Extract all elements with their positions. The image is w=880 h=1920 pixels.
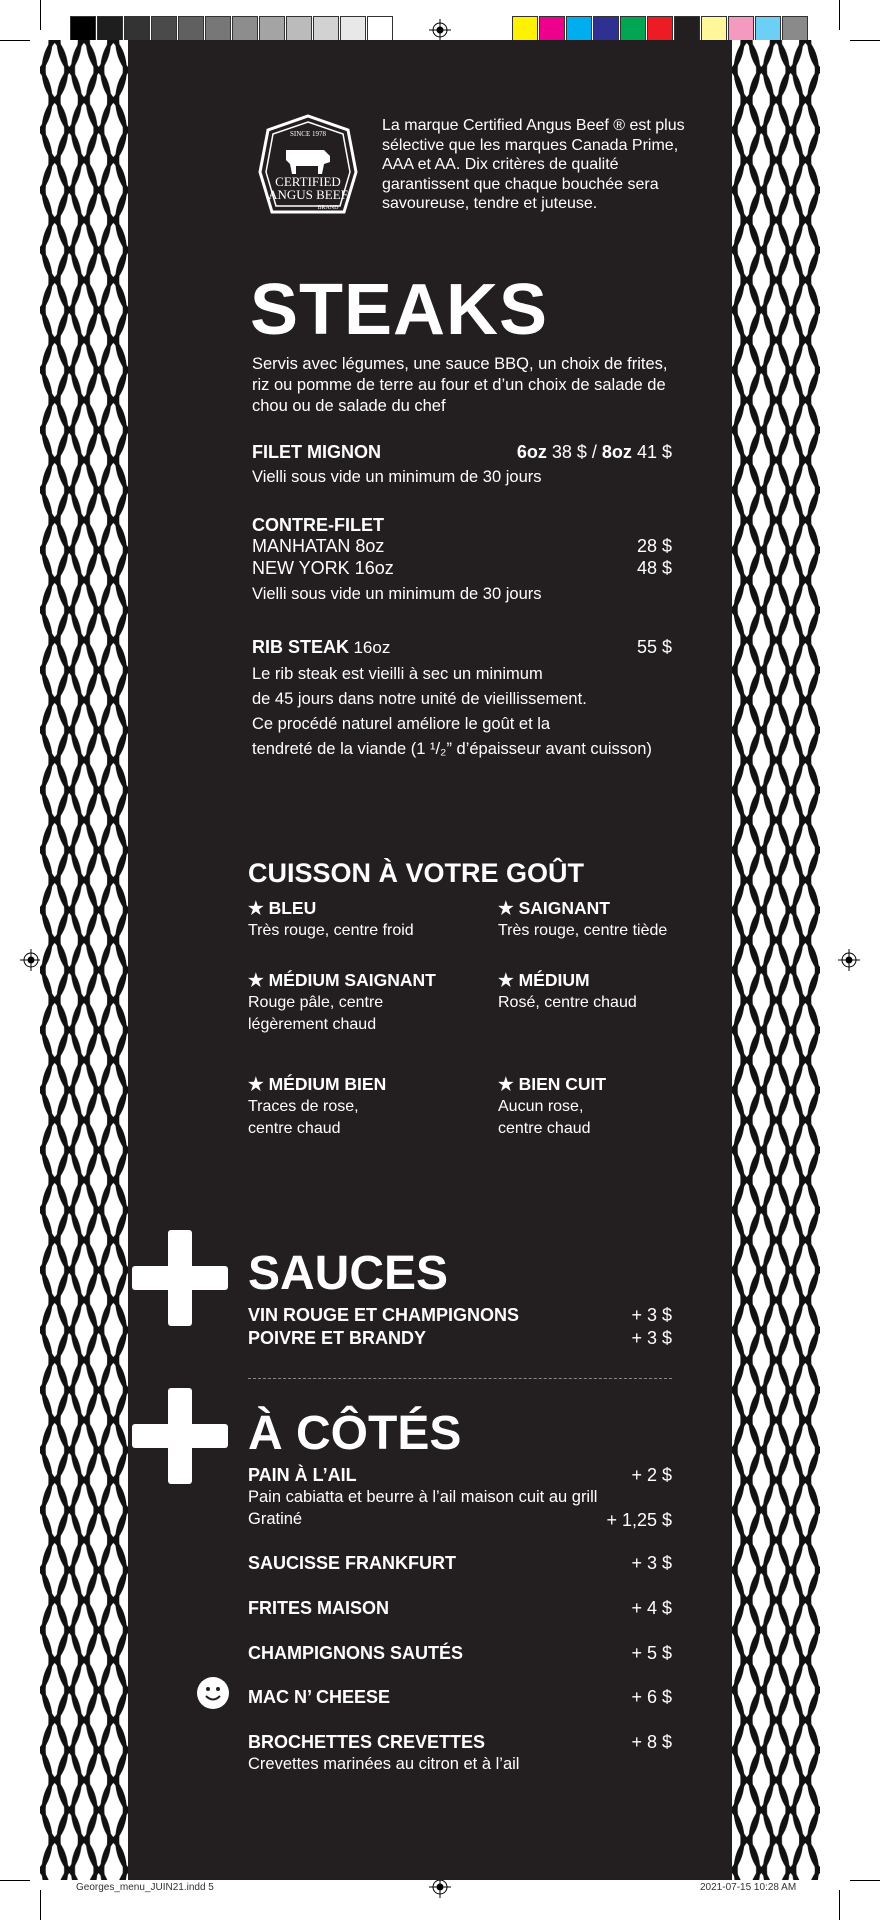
sauce-item: VIN ROUGE ET CHAMPIGNONS + 3 $: [248, 1305, 672, 1325]
crop-mark: [40, 0, 41, 30]
plus-icon: [132, 1388, 228, 1484]
item-description: Vielli sous vide un minimum de 30 jours: [252, 468, 542, 486]
lattice-pattern-left: [40, 40, 128, 1880]
item-price: 55 $: [636, 637, 672, 657]
print-date: 2021-07-15 10:28 AM: [700, 1882, 797, 1893]
svg-text:SINCE 1978: SINCE 1978: [290, 130, 326, 138]
menu-item-filet-mignon: [252, 442, 672, 492]
side-item-description: Pain cabiatta et beurre à l’ail maison cuit au grill: [248, 1488, 598, 1506]
cuisson-heading: CUISSON À VOTRE GOÛT: [248, 858, 585, 888]
side-item: SAUCISSE FRANKFURT + 3 $: [248, 1553, 672, 1573]
section-divider: [248, 1378, 672, 1379]
side-item: FRITES MAISON + 4 $: [248, 1598, 672, 1618]
item-name: CONTRE-FILET: [252, 515, 384, 535]
star-icon: ★: [248, 898, 264, 918]
crop-mark: [0, 1880, 30, 1881]
star-icon: ★: [498, 1074, 514, 1094]
star-icon: ★: [498, 970, 514, 990]
item-price: 48 $: [636, 558, 672, 578]
file-slug: Georges_menu_JUIN21.indd 5: [76, 1882, 214, 1893]
crop-mark: [850, 1880, 880, 1881]
item-description: Vielli sous vide un minimum de 30 jours: [252, 585, 542, 603]
item-description-line: Le rib steak est vieilli à sec un minimum: [252, 665, 543, 683]
crop-mark: [850, 40, 880, 41]
star-icon: ★: [248, 970, 264, 990]
sauce-item: POIVRE ET BRANDY + 3 $: [248, 1328, 672, 1348]
cooking-level-saignant: ★ SAIGNANT Très rouge, centre tiède: [498, 898, 668, 939]
item-name: FILET MIGNON: [252, 442, 381, 462]
lattice-pattern-right: [732, 40, 820, 1880]
item-variant: NEW YORK 16oz: [252, 558, 394, 578]
star-icon: ★: [498, 898, 514, 918]
plus-icon: [132, 1230, 228, 1326]
registration-mark-icon: [429, 19, 451, 41]
menu-item-rib-steak: [252, 637, 672, 767]
certified-angus-beef-logo: [252, 112, 364, 224]
crop-mark: [839, 1890, 840, 1920]
sauces-heading: SAUCES: [248, 1247, 449, 1300]
side-item-brochettes: BROCHETTES CREVETTES + 8 $: [248, 1732, 672, 1752]
svg-text:CERTIFIED: CERTIFIED: [275, 174, 341, 189]
cooking-level-medium: ★ MÉDIUM Rosé, centre chaud: [498, 970, 637, 1011]
cotes-heading: À CÔTÉS: [248, 1407, 462, 1460]
registration-mark-icon: [838, 949, 860, 971]
item-description-line: tendreté de la viande (1 ¹/₂” d’épaisseur avant cuisson): [252, 740, 652, 758]
item-price: 28 $: [636, 536, 672, 556]
svg-text:BRAND: BRAND: [317, 205, 339, 211]
crop-mark: [839, 0, 840, 30]
side-item: CHAMPIGNONS SAUTÉS + 5 $: [248, 1643, 672, 1663]
item-name: RIB STEAK: [252, 637, 350, 657]
side-item-description: Crevettes marinées au citron et à l’ail: [248, 1755, 520, 1773]
cooking-level-medium-saignant: ★ MÉDIUM SAIGNANT Rouge pâle, centre légèrement chaud: [248, 970, 436, 1033]
cooking-level-medium-bien: ★ MÉDIUM BIEN Traces de rose, centre chaud: [248, 1074, 387, 1137]
steaks-description: Servis avec légumes, une sauce BBQ, un choix de frites, riz ou pomme de terre au four et d’un choix de salade de chou ou de salade du chef: [252, 355, 668, 415]
steaks-heading: STEAKS: [250, 270, 549, 350]
side-item: MAC N’ CHEESE + 6 $: [248, 1687, 672, 1707]
item-description-line: Ce procédé naturel améliore le goût et la: [252, 715, 551, 733]
star-icon: ★: [248, 1074, 264, 1094]
svg-text:ANGUS BEEF: ANGUS BEEF: [268, 187, 348, 202]
crop-mark: [0, 40, 30, 41]
item-price: 6oz 38 $ / 8oz 41 $: [516, 442, 672, 462]
side-item-pain-ail: PAIN À L’AIL + 2 $: [248, 1465, 672, 1485]
registration-mark-icon: [20, 949, 42, 971]
item-description-line: de 45 jours dans notre unité de vieillissement.: [252, 690, 587, 708]
menu-item-contre-filet: [252, 515, 672, 615]
smiley-icon: [196, 1676, 230, 1710]
intro-text: La marque Certified Angus Beef ® est plus sélective que les marques Canada Prime, AAA et AA. Dix critères de qualité garantissent que chaque bouchée sera savoureuse, tendre et juteuse.: [382, 117, 685, 212]
side-item-gratine: Gratiné + 1,25 $: [248, 1510, 672, 1530]
item-variant: MANHATAN 8oz: [252, 536, 385, 556]
cooking-level-bleu: ★ BLEU Très rouge, centre froid: [248, 898, 414, 939]
cooking-level-bien-cuit: ★ BIEN CUIT Aucun rose, centre chaud: [498, 1074, 607, 1137]
item-size: 16oz: [353, 638, 391, 657]
crop-mark: [40, 1890, 41, 1920]
